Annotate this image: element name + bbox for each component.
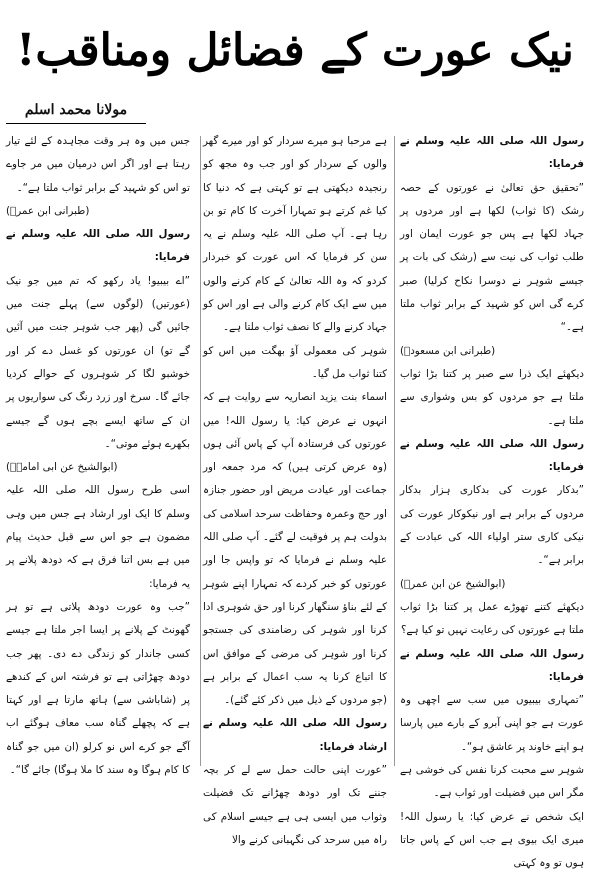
- paragraph: دیکھئے ایک ذرا سے صبر پر کتنا بڑا ثواب ملتا ہے جو مردوں کو بس وشواری سے ملتا ہے۔: [400, 367, 584, 427]
- paragraph: ہے مرحبا ہو میرے سردار کو اور میرے گھر والوں کے سردار کو اور جب وہ مجھ کو رنجیدہ دیکھتی ہے تو کہتی ہے کہ دنیا کا کیا غم کرتے ہو تمہارا آخرت کا کام تو بن رہا ہے۔ آپ صلی اللہ علیہ وسلم نے یہ سن کر فرمایا کہ اس عورت کو خبردار کردو کہ وہ اللہ تعالیٰ کے کام کرنے والوں میں سے ایک کام کرنے والی ہے اور اس کو جہاد کرنے والے کا نصف ثواب ملتا ہے۔: [203, 135, 387, 334]
- paragraph: ”تحقیق حق تعالیٰ نے عورتوں کے حصہ رشک (کا ثواب) لکھا ہے اور مردوں پر جہاد لکھا ہے پس جو عورت ایمان اور طلب ثواب کی نیت سے (رشک کی بات پر جیسے شوہر نے دوسرا نکاح کرلیا) صبر کرے گی اس کو شہید کے برابر ثواب ملتا ہے۔“: [400, 181, 584, 334]
- paragraph-heading: رسول اللہ صلی اللہ علیہ وسلم نے فرمایا:: [400, 647, 584, 683]
- paragraph: ”اے بیبیو! یاد رکھو کہ تم میں جو نیک (عورتیں) (لوگوں سے) پہلے جنت میں جائیں گی (پھر جب شوہر جنت میں آئیں گے تو) ان عورتوں کو غسل دے کر اور خوشبو لگا کر شوہروں کے حوالے کردیا جائے گا۔ سرخ اور زرد رنگ کی سواریوں پر ان کے ساتھ ایسے بچے ہوں گے جیسے بکھرے ہوئے موتی“۔: [6, 274, 190, 450]
- paragraph-heading: رسول اللہ صلی اللہ علیہ وسلم نے فرمایا:: [400, 135, 584, 171]
- paragraph: جس میں وہ ہر وقت مجاہدہ کے لئے تیار رہتا ہے اور اگر اس درمیان میں مر جاوے تو اس کو شہید کے برابر ثواب ملتا ہے“۔: [6, 135, 190, 194]
- paragraph: شوہر کی معمولی آؤ بھگت میں اس کو کتنا ثواب مل گیا۔: [203, 344, 387, 380]
- paragraph: ”بدکار عورت کی بدکاری ہزار بدکار مردوں کے برابر ہے اور نیکوکار عورت کی نیکی کاری ستر اولیاء اللہ کی عبادت کے برابر ہے“۔: [400, 484, 584, 567]
- paragraph: ”جب وہ عورت دودھ پلاتی ہے تو ہر گھونٹ کے پلانے پر ایسا اجر ملتا ہے جیسے کسی جاندار کو زندگی دے دی۔ پھر جب دودھ چھڑاتی ہے تو فرشتہ اس کے کندھے پر (شاباشی سے) ہاتھ مارتا ہے اور کہتا ہے کہ پچھلے گناہ سب معاف ہوگئے اب آگے جو کرے اس نو کرلو (ان میں جو گناہ کا کام ہوگا وہ سند کا ملا ہوگا) جائے گا“۔: [6, 600, 190, 777]
- column-left: [6, 130, 190, 777]
- paragraph: ”عورت اپنی حالت حمل سے لے کر بچہ جننے تک اور دودھ چھڑانے تک فضیلت وثواب میں ایسی ہی ہے جیسے اسلام کی راہ میں سرحد کی نگہبانی کرنے والا: [203, 764, 387, 846]
- author-name: مولانا محمد اسلم: [24, 102, 128, 118]
- article-title: نیک عورت کے فضائل ومناقب!: [16, 25, 574, 76]
- paragraph: اسی طرح رسول اللہ صلی اللہ علیہ وسلم کا ایک اور ارشاد ہے جس میں وہی مضمون ہے جو اس سے قبل حدیث پیام میں ہے بس اتنا فرق ہے کہ دودھ پلانے پر یہ فرمایا:: [6, 484, 190, 590]
- paragraph: اسماء بنت یزید انصاریہ سے روایت ہے کہ انہوں نے عرض کیا: یا رسول اللہ! میں عورتوں کی فرستادہ آپ کے پاس آئی ہوں (وہ عرض کرتی ہیں) کہ مرد جمعہ اور جماعت اور عیادت مریض اور حضور جنازہ اور حج وعمرہ وحفاظت سرحد اسلامی کی بدولت ہم پر فوقیت لے گئے۔ آپ صلی اللہ علیہ وسلم نے فرمایا کہ تو واپس جا اور عورتوں کو خبر کردے کہ تمہارا اپنے شوہر کے لئے بناؤ سنگھار کرنا اور حق شوہری ادا کرنا اور شوہر کی رضامندی کی جستجو کرنا اور شوہر کی مرضی کے موافق اس کا اتباع کرنا یہ سب اعمال کے برابر ہے (جو مردوں کے ذیل میں ذکر کئے گئے)۔: [203, 391, 387, 707]
- author-underline: [6, 123, 146, 124]
- paragraph-heading: رسول اللہ صلی اللہ علیہ وسلم نے ارشاد فرمایا:: [203, 717, 387, 753]
- paragraph: ایک شخص نے عرض کیا: یا رسول اللہ! میری ایک بیوی ہے جب اس کے پاس جاتا ہوں تو وہ کہتی: [400, 810, 584, 870]
- column-right: [400, 130, 584, 870]
- paragraph: شوہر سے محبت کرنا نفس کی خوشی ہے مگر اس میں فضیلت اور ثواب ہے۔: [400, 764, 584, 800]
- source-citation: (طبرانی ابن عمرؓ): [6, 204, 90, 217]
- source-citation: (طبرانی ابن مسعودؓ): [400, 344, 496, 357]
- source-citation: (ابوالشیخ عن ابی امامہؓ): [6, 461, 118, 474]
- column-middle: [203, 130, 387, 846]
- source-citation: (ابوالشیخ عن ابن عمرؓ): [400, 577, 506, 590]
- article-body: [6, 130, 584, 870]
- paragraph-heading: رسول اللہ صلی اللہ علیہ وسلم نے فرمایا:: [6, 228, 190, 264]
- paragraph-heading: رسول اللہ صلی اللہ علیہ وسلم نے فرمایا:: [400, 437, 584, 474]
- paragraph: ”تمہاری بیبیوں میں سب سے اچھی وہ عورت ہے جو اپنی آبرو کے بارے میں پارسا ہو اپنے خاوند پر عاشق ہو“۔: [400, 694, 584, 753]
- paragraph: دیکھئے کتنے تھوڑے عمل پر کتنا بڑا ثواب ملتا ہے عورتوں کی رعایت نہیں تو کیا ہے؟: [400, 600, 584, 637]
